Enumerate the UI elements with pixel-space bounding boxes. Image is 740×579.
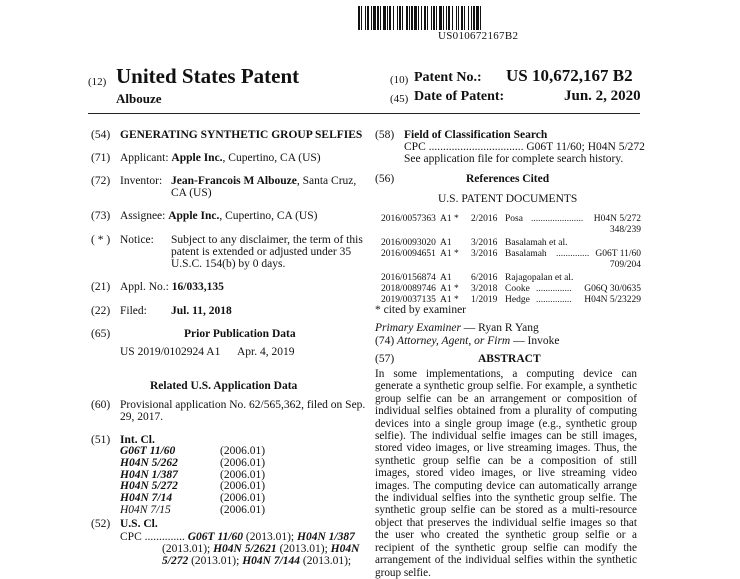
filed-date: Jul. 11, 2018 xyxy=(171,305,232,317)
inventor-location: CA (US) xyxy=(171,187,212,199)
int-cl-row: H04N 1/387 (2006.01) xyxy=(120,468,266,481)
abstract-text: In some implementations, a computing device can generate a synthetic group selfie. For example, a synthetic group selfie can be an arrangement or composition of individual selfies obtained from a plurality of computing devices into a single group image (e.g., synthetic group selfie). The individual selfie images can be still images, stored video images, or live streaming images. Thus, the synthetic group selfie can be a composition of still images, stored video images, or live streaming video images. The computing device can automatically arrange the individual selfies into the synthetic group selfie. The synthetic group selfie can be stored as a multi-resource object that preserves the individual selfie images so that the user who created the synthetic group selfie or a recipient of the synthetic group selfie can modify the arrangement of the individual selfies within the synthetic group selfie. xyxy=(375,368,637,579)
notice-line-1: Subject to any disclaimer, the term of this xyxy=(171,234,363,246)
prior-pub-date: Apr. 4, 2019 xyxy=(237,346,295,358)
reference-subclass: 709/204 xyxy=(609,260,641,270)
abstract-title: ABSTRACT xyxy=(478,353,541,365)
patent-title: United States Patent xyxy=(116,64,300,88)
date-value: Jun. 2, 2020 xyxy=(564,88,641,104)
inventor-line: Jean-Francois M Albouze, Santa Cruz, xyxy=(171,175,357,187)
int-cl-table xyxy=(120,446,265,517)
date-code: (45) xyxy=(390,93,409,105)
inventor-short: Albouze xyxy=(116,91,162,106)
cpc-line-1: CPC .............. G06T 11/60 (2013.01); H04N 1/387 xyxy=(120,531,355,543)
attorney-line: (74) Attorney, Agent, or Firm — Invoke xyxy=(375,335,560,347)
reference-subclass: 348/239 xyxy=(609,225,641,235)
notice-label: Notice: xyxy=(120,234,154,246)
patent-no-code: (10) xyxy=(390,74,409,86)
int-cl-row: G06T 11/60 (2006.01) xyxy=(120,445,266,457)
field-73-code: (73) xyxy=(91,210,111,222)
barcode-number: US010672167B2 xyxy=(438,30,519,42)
assignee-line: Assignee: Apple Inc., Cupertino, CA (US) xyxy=(120,210,318,222)
country-code: (12) xyxy=(88,76,107,88)
field-22-code: (22) xyxy=(91,305,111,317)
int-cl-title: Int. Cl. xyxy=(120,434,155,446)
field-72-code: (72) xyxy=(91,175,111,187)
barcode-image xyxy=(358,6,548,30)
header-rule xyxy=(88,113,640,114)
inventor-label: Inventor: xyxy=(120,175,163,187)
search-note: See application file for complete search history. xyxy=(404,153,624,165)
int-cl-row: H04N 7/14 (2006.01) xyxy=(120,492,266,505)
applicant-line: Applicant: Apple Inc., Cupertino, CA (US) xyxy=(120,152,321,164)
invention-title: GENERATING SYNTHETIC GROUP SELFIES xyxy=(120,129,363,141)
primary-examiner: Primary Examiner — Ryan R Yang xyxy=(375,322,539,334)
int-cl-row: H04N 5/272 (2006.01) xyxy=(120,480,266,493)
search-field-title: Field of Classification Search xyxy=(404,129,548,141)
field-21-code: (21) xyxy=(91,281,111,293)
date-label: Date of Patent: xyxy=(414,89,505,104)
field-65-code: (65) xyxy=(91,328,111,340)
patent-no-label: Patent No.: xyxy=(414,70,482,85)
appl-no-line: Appl. No.: 16/033,135 xyxy=(120,281,224,293)
cpc-line-2: (2013.01); H04N 5/2621 (2013.01); H04N xyxy=(162,543,360,555)
us-cl-title: U.S. Cl. xyxy=(120,518,158,530)
notice-line-2: patent is extended or adjusted under 35 xyxy=(171,246,352,258)
field-54-code: (54) xyxy=(91,129,111,141)
field-52-code: (52) xyxy=(91,518,111,530)
field-56-code: (56) xyxy=(375,173,395,185)
field-51-code: (51) xyxy=(91,434,111,446)
field-58-code: (58) xyxy=(375,129,395,141)
notice-code: ( * ) xyxy=(91,234,111,246)
filed-label: Filed: xyxy=(120,305,147,317)
prior-pub-number: US 2019/0102924 A1 xyxy=(120,346,221,358)
int-cl-row: H04N 7/15 (2006.01) xyxy=(120,503,266,516)
patent-no-value: US 10,672,167 B2 xyxy=(506,66,633,85)
provisional-line-1: Provisional application No. 62/565,362, filed on Sep. xyxy=(120,399,366,411)
field-57-code: (57) xyxy=(375,353,395,365)
cpc-line-3: 5/272 (2013.01); H04N 7/144 (2013.01); xyxy=(162,555,352,567)
int-cl-row: H04N 5/262 (2006.01) xyxy=(120,456,266,469)
cited-by-examiner: * cited by examiner xyxy=(375,304,467,316)
related-data-title: Related U.S. Application Data xyxy=(150,380,298,392)
references-title: References Cited xyxy=(466,173,550,185)
provisional-line-2: 29, 2017. xyxy=(120,411,164,423)
field-71-code: (71) xyxy=(91,152,111,164)
notice-line-3: U.S.C. 154(b) by 0 days. xyxy=(171,258,286,270)
field-60-code: (60) xyxy=(91,399,111,411)
us-docs-title: U.S. PATENT DOCUMENTS xyxy=(438,193,578,205)
search-cpc-line: CPC ................................. G06T 11/60; H04N 5/272 xyxy=(404,141,645,153)
prior-pub-title: Prior Publication Data xyxy=(184,328,296,340)
